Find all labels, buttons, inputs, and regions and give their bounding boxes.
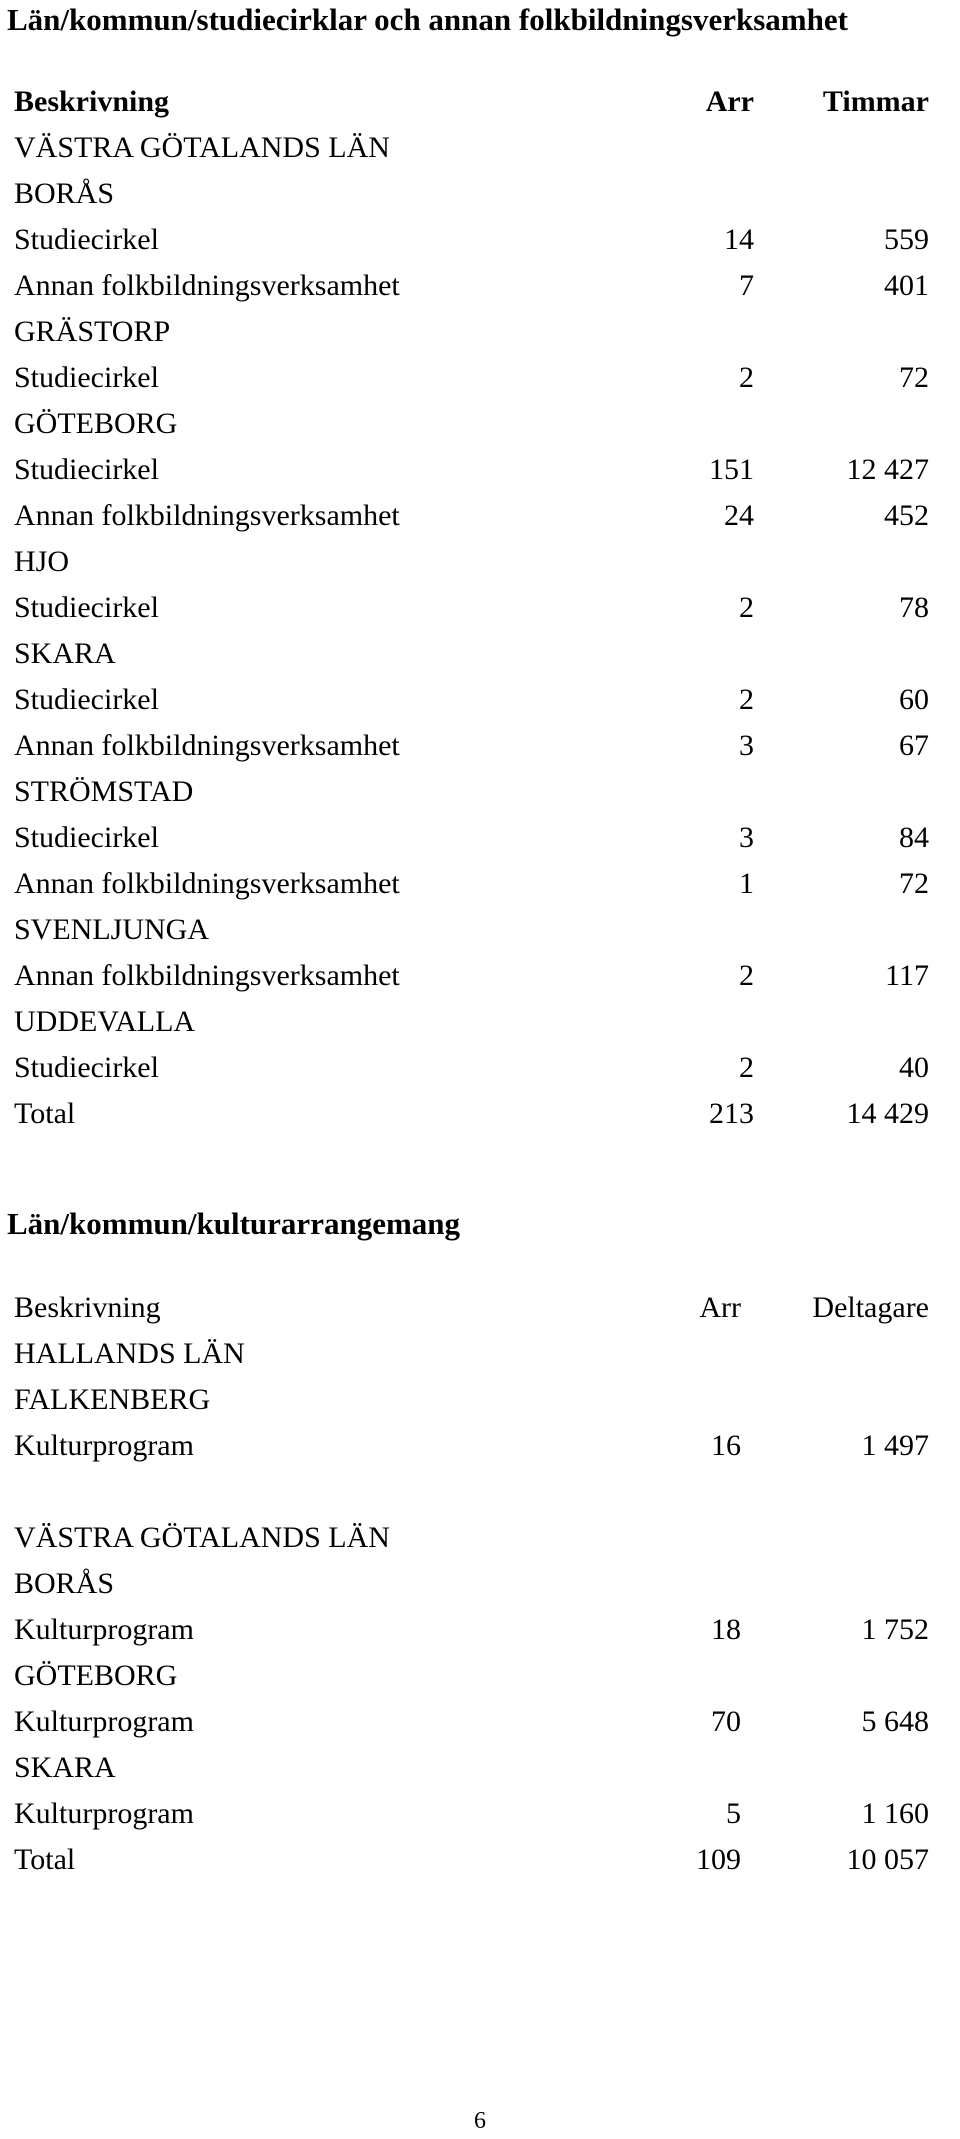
cell-beskrivning: Studiecirkel	[14, 361, 159, 394]
table-row	[14, 1745, 929, 1791]
cell-arr: 213	[709, 1097, 754, 1130]
cell-beskrivning: Annan folkbildningsverksamhet	[14, 959, 400, 992]
cell-timmar: 78	[899, 591, 929, 624]
header-arr: Arr	[699, 1291, 741, 1324]
cell-beskrivning: Studiecirkel	[14, 1051, 159, 1084]
cell-beskrivning: STRÖMSTAD	[14, 775, 194, 808]
table-row	[14, 171, 929, 217]
table-row	[14, 401, 929, 447]
table-row	[14, 1607, 929, 1653]
cell-arr: 1	[739, 867, 754, 900]
cell-beskrivning: Kulturprogram	[14, 1613, 194, 1646]
cell-beskrivning: BORÅS	[14, 1567, 115, 1600]
table-row	[14, 1045, 929, 1091]
cell-beskrivning: Annan folkbildningsverksamhet	[14, 499, 400, 532]
cell-timmar: 67	[899, 729, 929, 762]
cell-beskrivning: VÄSTRA GÖTALANDS LÄN	[14, 1521, 390, 1554]
blank-row	[14, 1469, 929, 1515]
cell-arr: 5	[726, 1797, 741, 1830]
table-row	[14, 1377, 929, 1423]
table-row	[14, 493, 929, 539]
cell-timmar: 452	[884, 499, 929, 532]
cell-deltagare: 5 648	[861, 1705, 929, 1738]
cell-arr: 3	[739, 729, 754, 762]
header-beskrivning: Beskrivning	[14, 85, 170, 118]
cell-beskrivning: HJO	[14, 545, 70, 578]
table-row	[14, 1331, 929, 1377]
cell-timmar: 401	[884, 269, 929, 302]
total-row	[14, 1837, 929, 1883]
cell-arr: 2	[739, 959, 754, 992]
cell-timmar: 40	[899, 1051, 929, 1084]
table-row	[14, 677, 929, 723]
table-row	[14, 1423, 929, 1469]
cell-deltagare: 1 497	[861, 1429, 929, 1462]
cell-arr: 2	[739, 683, 754, 716]
cell-beskrivning: SKARA	[14, 637, 116, 670]
cell-beskrivning: HALLANDS LÄN	[14, 1337, 245, 1370]
cell-arr: 16	[711, 1429, 741, 1462]
cell-beskrivning: Studiecirkel	[14, 223, 159, 256]
table-row	[14, 447, 929, 493]
cell-arr: 2	[739, 1051, 754, 1084]
header-deltagare: Deltagare	[812, 1291, 929, 1324]
cell-beskrivning: Studiecirkel	[14, 453, 159, 486]
table-row	[14, 631, 929, 677]
cell-timmar: 12 427	[846, 453, 929, 486]
table-studiecirklar	[14, 79, 929, 1137]
cell-beskrivning: Studiecirkel	[14, 591, 159, 624]
table-row	[14, 1515, 929, 1561]
cell-arr: 18	[711, 1613, 741, 1646]
cell-beskrivning: Annan folkbildningsverksamhet	[14, 867, 400, 900]
cell-arr: 14	[724, 223, 754, 256]
cell-deltagare: 1 160	[861, 1797, 929, 1830]
cell-arr: 24	[724, 499, 754, 532]
cell-beskrivning: Studiecirkel	[14, 821, 159, 854]
cell-beskrivning: Annan folkbildningsverksamhet	[14, 729, 400, 762]
cell-beskrivning: BORÅS	[14, 177, 115, 210]
cell-arr: 151	[709, 453, 754, 486]
table-header-row	[14, 1285, 929, 1331]
table-row	[14, 1653, 929, 1699]
cell-beskrivning: FALKENBERG	[14, 1383, 211, 1416]
table-row	[14, 125, 929, 171]
total-row	[14, 1091, 929, 1137]
section-title-studiecirklar: Län/kommun/studiecirklar och annan folkbildningsverksamhet	[7, 2, 848, 37]
header-beskrivning: Beskrivning	[14, 1291, 161, 1324]
cell-timmar: 72	[899, 361, 929, 394]
table-row	[14, 585, 929, 631]
table-row	[14, 309, 929, 355]
cell-beskrivning: Kulturprogram	[14, 1429, 194, 1462]
cell-beskrivning: SVENLJUNGA	[14, 913, 209, 946]
table-row	[14, 907, 929, 953]
cell-timmar: 60	[899, 683, 929, 716]
table-row	[14, 953, 929, 999]
cell-arr: 3	[739, 821, 754, 854]
cell-arr: 70	[711, 1705, 741, 1738]
table-row	[14, 355, 929, 401]
cell-beskrivning: VÄSTRA GÖTALANDS LÄN	[14, 131, 390, 164]
table-row	[14, 999, 929, 1045]
cell-beskrivning: SKARA	[14, 1751, 116, 1784]
table-row	[14, 723, 929, 769]
table-row	[14, 217, 929, 263]
table-row	[14, 263, 929, 309]
page-number: 6	[474, 2108, 486, 2134]
cell-timmar: 559	[884, 223, 929, 256]
table-row	[14, 1561, 929, 1607]
cell-timmar: 84	[899, 821, 929, 854]
table-row	[14, 861, 929, 907]
cell-beskrivning: Total	[14, 1843, 76, 1876]
cell-beskrivning: GÖTEBORG	[14, 407, 178, 440]
cell-arr: 2	[739, 361, 754, 394]
table-row	[14, 1791, 929, 1837]
cell-beskrivning: Studiecirkel	[14, 683, 159, 716]
section-title-kulturarrangemang: Län/kommun/kulturarrangemang	[7, 1206, 461, 1241]
table-kulturarrangemang	[14, 1285, 929, 1883]
header-timmar: Timmar	[822, 85, 929, 118]
cell-arr: 109	[696, 1843, 741, 1876]
table-header-row	[14, 79, 929, 125]
cell-arr: 2	[739, 591, 754, 624]
cell-beskrivning: GÖTEBORG	[14, 1659, 178, 1692]
header-arr: Arr	[705, 85, 754, 118]
cell-timmar: 72	[899, 867, 929, 900]
cell-beskrivning: UDDEVALLA	[14, 1005, 196, 1038]
cell-deltagare: 10 057	[846, 1843, 929, 1876]
cell-beskrivning: Kulturprogram	[14, 1705, 194, 1738]
cell-beskrivning: Annan folkbildningsverksamhet	[14, 269, 400, 302]
table-row	[14, 1699, 929, 1745]
table-row	[14, 815, 929, 861]
cell-beskrivning: GRÄSTORP	[14, 315, 171, 348]
cell-beskrivning: Kulturprogram	[14, 1797, 194, 1830]
cell-deltagare: 1 752	[861, 1613, 929, 1646]
cell-timmar: 117	[885, 959, 929, 992]
cell-arr: 7	[739, 269, 754, 302]
table-row	[14, 769, 929, 815]
cell-beskrivning: Total	[14, 1097, 76, 1130]
table-row	[14, 539, 929, 585]
cell-timmar: 14 429	[846, 1097, 929, 1130]
